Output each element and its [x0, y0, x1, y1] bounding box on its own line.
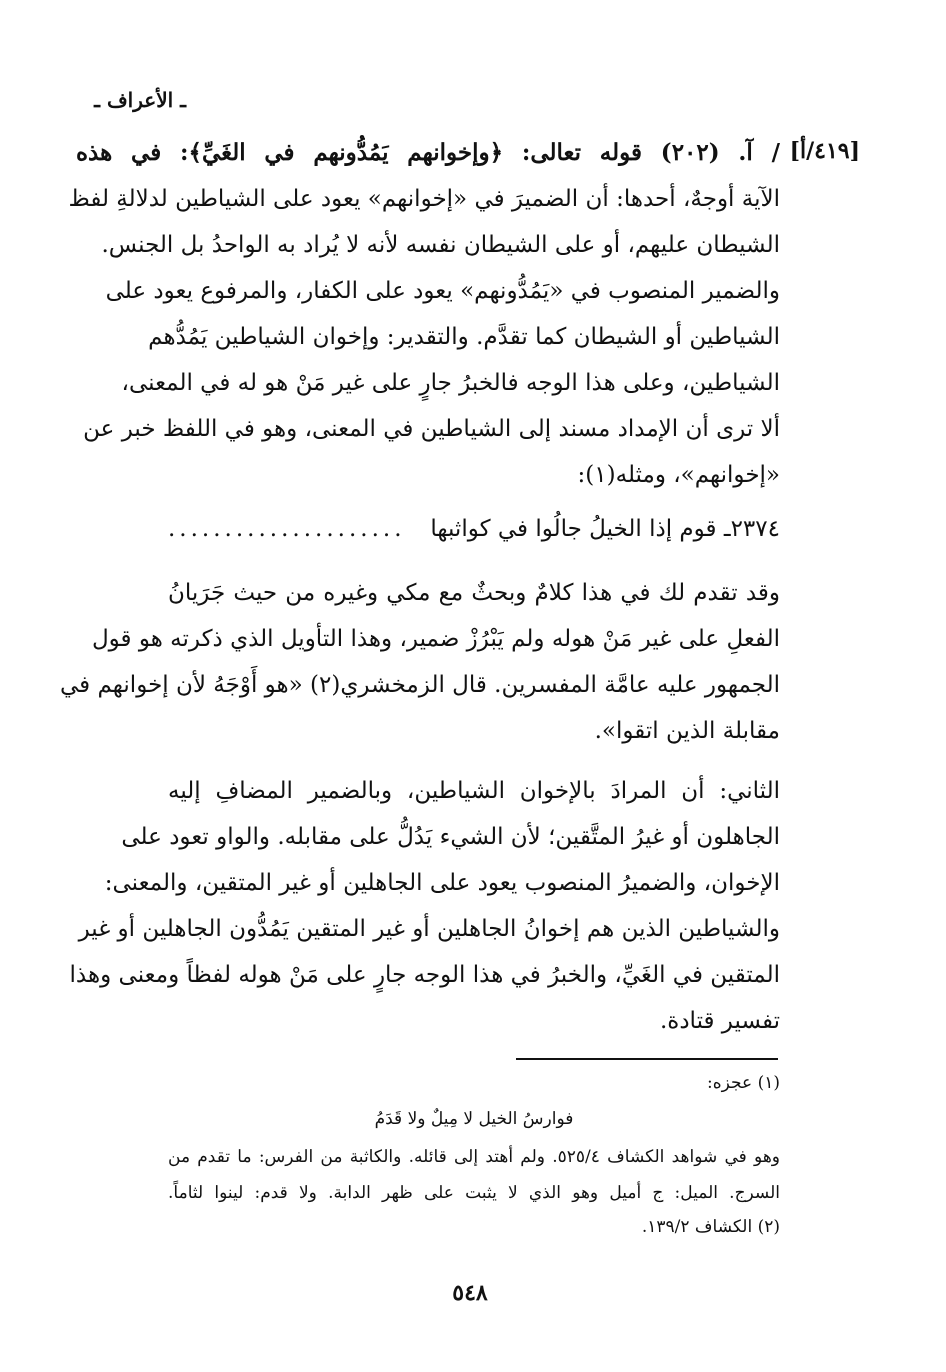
running-header: ـ الأعراف ـ [94, 88, 186, 112]
footnote-1-line-2: السرج. الميل: ج أميل وهو الذي لا يثبت على ظهر الدابة. ولا قدم: لينوا لثاماً. [168, 1183, 780, 1203]
page-number: ٥٤٨ [452, 1280, 488, 1306]
paragraph-3-line-5: المتقين في الغَيِّ، والخبرُ في هذا الوجه جارٍ على مَنْ هوله لفظاً ومعنى وهذا [69, 962, 780, 988]
footnote-1-line-1: وهو في شواهد الكشاف ٥٢٥/٤. ولم أهتد إلى قائله. والكاثبة من الفرس: ما تقدم من [168, 1147, 780, 1167]
poetry-verse [168, 506, 780, 552]
paragraph-3-line-3: الإخوان، والضميرُ المنصوب يعود على الجاهلين أو غير المتقين، والمعنى: [104, 870, 780, 896]
footnote-separator [516, 1058, 778, 1060]
body-line-6: الشياطين، وعلى هذا الوجه فالخبرُ جارٍ على غير مَنْ هو له في المعنى، [121, 370, 780, 396]
paragraph-3-line-2: الجاهلون أو غيرُ المتَّقين؛ لأن الشيء يَدُلُّ على مقابله. والواو تعود على [121, 824, 780, 850]
footnote-1-verse: فوارسُ الخيل لا مِيلٌ ولا قَدَمُ [374, 1109, 574, 1129]
body-line-3: الشيطان عليهم، أو على الشيطان نفسه لأنه لا يُراد به الواحدُ بل الجنس. [101, 232, 780, 258]
manuscript-folio-reference: [٤١٩/أ] [789, 138, 860, 164]
paragraph-3-line-1: الثاني: أن المرادَ بالإخوان الشياطين، وبالضمير المضافِ إليه [168, 778, 780, 804]
body-line-2: الآية أوجهٌ، أحدها: أن الضميرَ في «إخوانهم» يعود على الشياطين لدلالةِ لفظ [68, 186, 780, 212]
paragraph-2-line-3: الجمهور عليه عامَّة المفسرين. قال الزمخشري(٢) «هو أَوْجَهُ لأن إخوانهم في [60, 672, 780, 698]
body-line-8: «إخوانهم»، ومثله(١): [577, 462, 780, 488]
body-line-4: والضمير المنصوب في «يَمُدُّونهم» يعود على الكفار، والمرفوع يعود على [105, 278, 780, 304]
footnote-1-label: (١) عجزه: [707, 1073, 780, 1093]
paragraph-2-line-2: الفعلِ على غير مَنْ هوله ولم يَبْرُزْ ضمير، وهذا التأويل الذي ذكرته هو قول [91, 626, 780, 652]
paragraph-3-line-6: تفسير قتادة. [659, 1008, 780, 1034]
paragraph-3-line-4: والشياطين الذين هم إخوانُ الجاهلين أو غير المتقين يَمُدُّون الجاهلين أو غير [78, 916, 780, 942]
body-line-1: / آ. (٢٠٢) قوله تعالى: ﴿وإخوانهم يَمُدُّونهم في الغَيِّ﴾: في هذه [76, 139, 780, 166]
paragraph-2-line-4: مقابلة الذين اتقوا». [594, 718, 780, 744]
verse-ellipsis: ..................... [168, 516, 406, 542]
verse-text: ٢٣٧٤ـ قوم إذا الخيلُ جالُوا في كواثبها [430, 516, 780, 542]
footnote-2: (٢) الكشاف ١٣٩/٢. [641, 1217, 780, 1237]
body-line-5: الشياطين أو الشيطان كما تقدَّم. والتقدير: وإخوان الشياطين يَمُدُّهم [148, 324, 780, 350]
body-line-7: ألا ترى أن الإمداد مسند إلى الشياطين في المعنى، وهو في اللفظ خبر عن [83, 416, 780, 442]
paragraph-2-line-1: وقد تقدم لك في هذا كلامٌ وبحثٌ مع مكي وغيره من حيث جَرَيانُ [168, 580, 780, 606]
